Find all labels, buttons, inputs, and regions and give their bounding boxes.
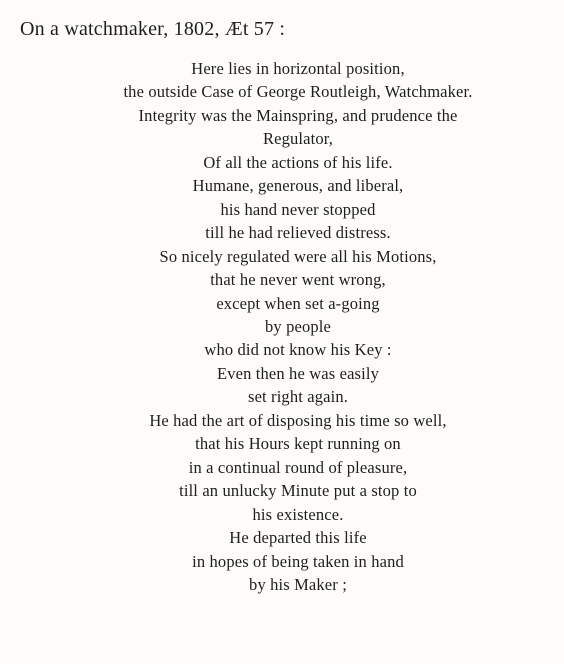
epitaph-line: who did not know his Key : <box>204 340 392 360</box>
epitaph-line: by people <box>265 316 331 336</box>
epitaph-line: set right again. <box>248 387 348 407</box>
epitaph-line: his existence. <box>252 504 344 524</box>
epitaph-line: So nicely regulated were all his Motions, <box>159 246 437 266</box>
epitaph-line: He departed this life <box>229 528 367 548</box>
epitaph-line: that he never went wrong, <box>210 270 386 290</box>
epitaph-heading: On a watchmaker, 1802, Æt 57 : <box>20 18 286 40</box>
epitaph-line: Humane, generous, and liberal, <box>192 176 404 196</box>
epitaph-line: in a continual round of pleasure, <box>188 457 408 477</box>
epitaph-line: the outside Case of George Routleigh, Watchmaker. <box>123 82 473 102</box>
epitaph-line: by his Maker ; <box>249 574 347 594</box>
epitaph-line: Integrity was the Mainspring, and prudence the <box>138 105 458 125</box>
epitaph-line: till he had relieved distress. <box>205 223 391 243</box>
epitaph-line: that his Hours kept running on <box>195 434 401 454</box>
epitaph-line: He had the art of disposing his time so well, <box>149 410 447 430</box>
epitaph-line: Regulator, <box>262 129 334 149</box>
epitaph-line: in hopes of being taken in hand <box>192 551 404 571</box>
epitaph-line: till an unlucky Minute put a stop to <box>179 481 417 501</box>
epitaph-line: Even then he was easily <box>217 363 379 383</box>
epitaph-line: Here lies in horizontal position, <box>191 59 405 78</box>
epitaph-line: Of all the actions of his life. <box>203 152 393 172</box>
epitaph-line: his hand never stopped <box>220 199 376 219</box>
epitaph-text <box>0 57 564 596</box>
epitaph-line: except when set a-going <box>216 293 380 313</box>
